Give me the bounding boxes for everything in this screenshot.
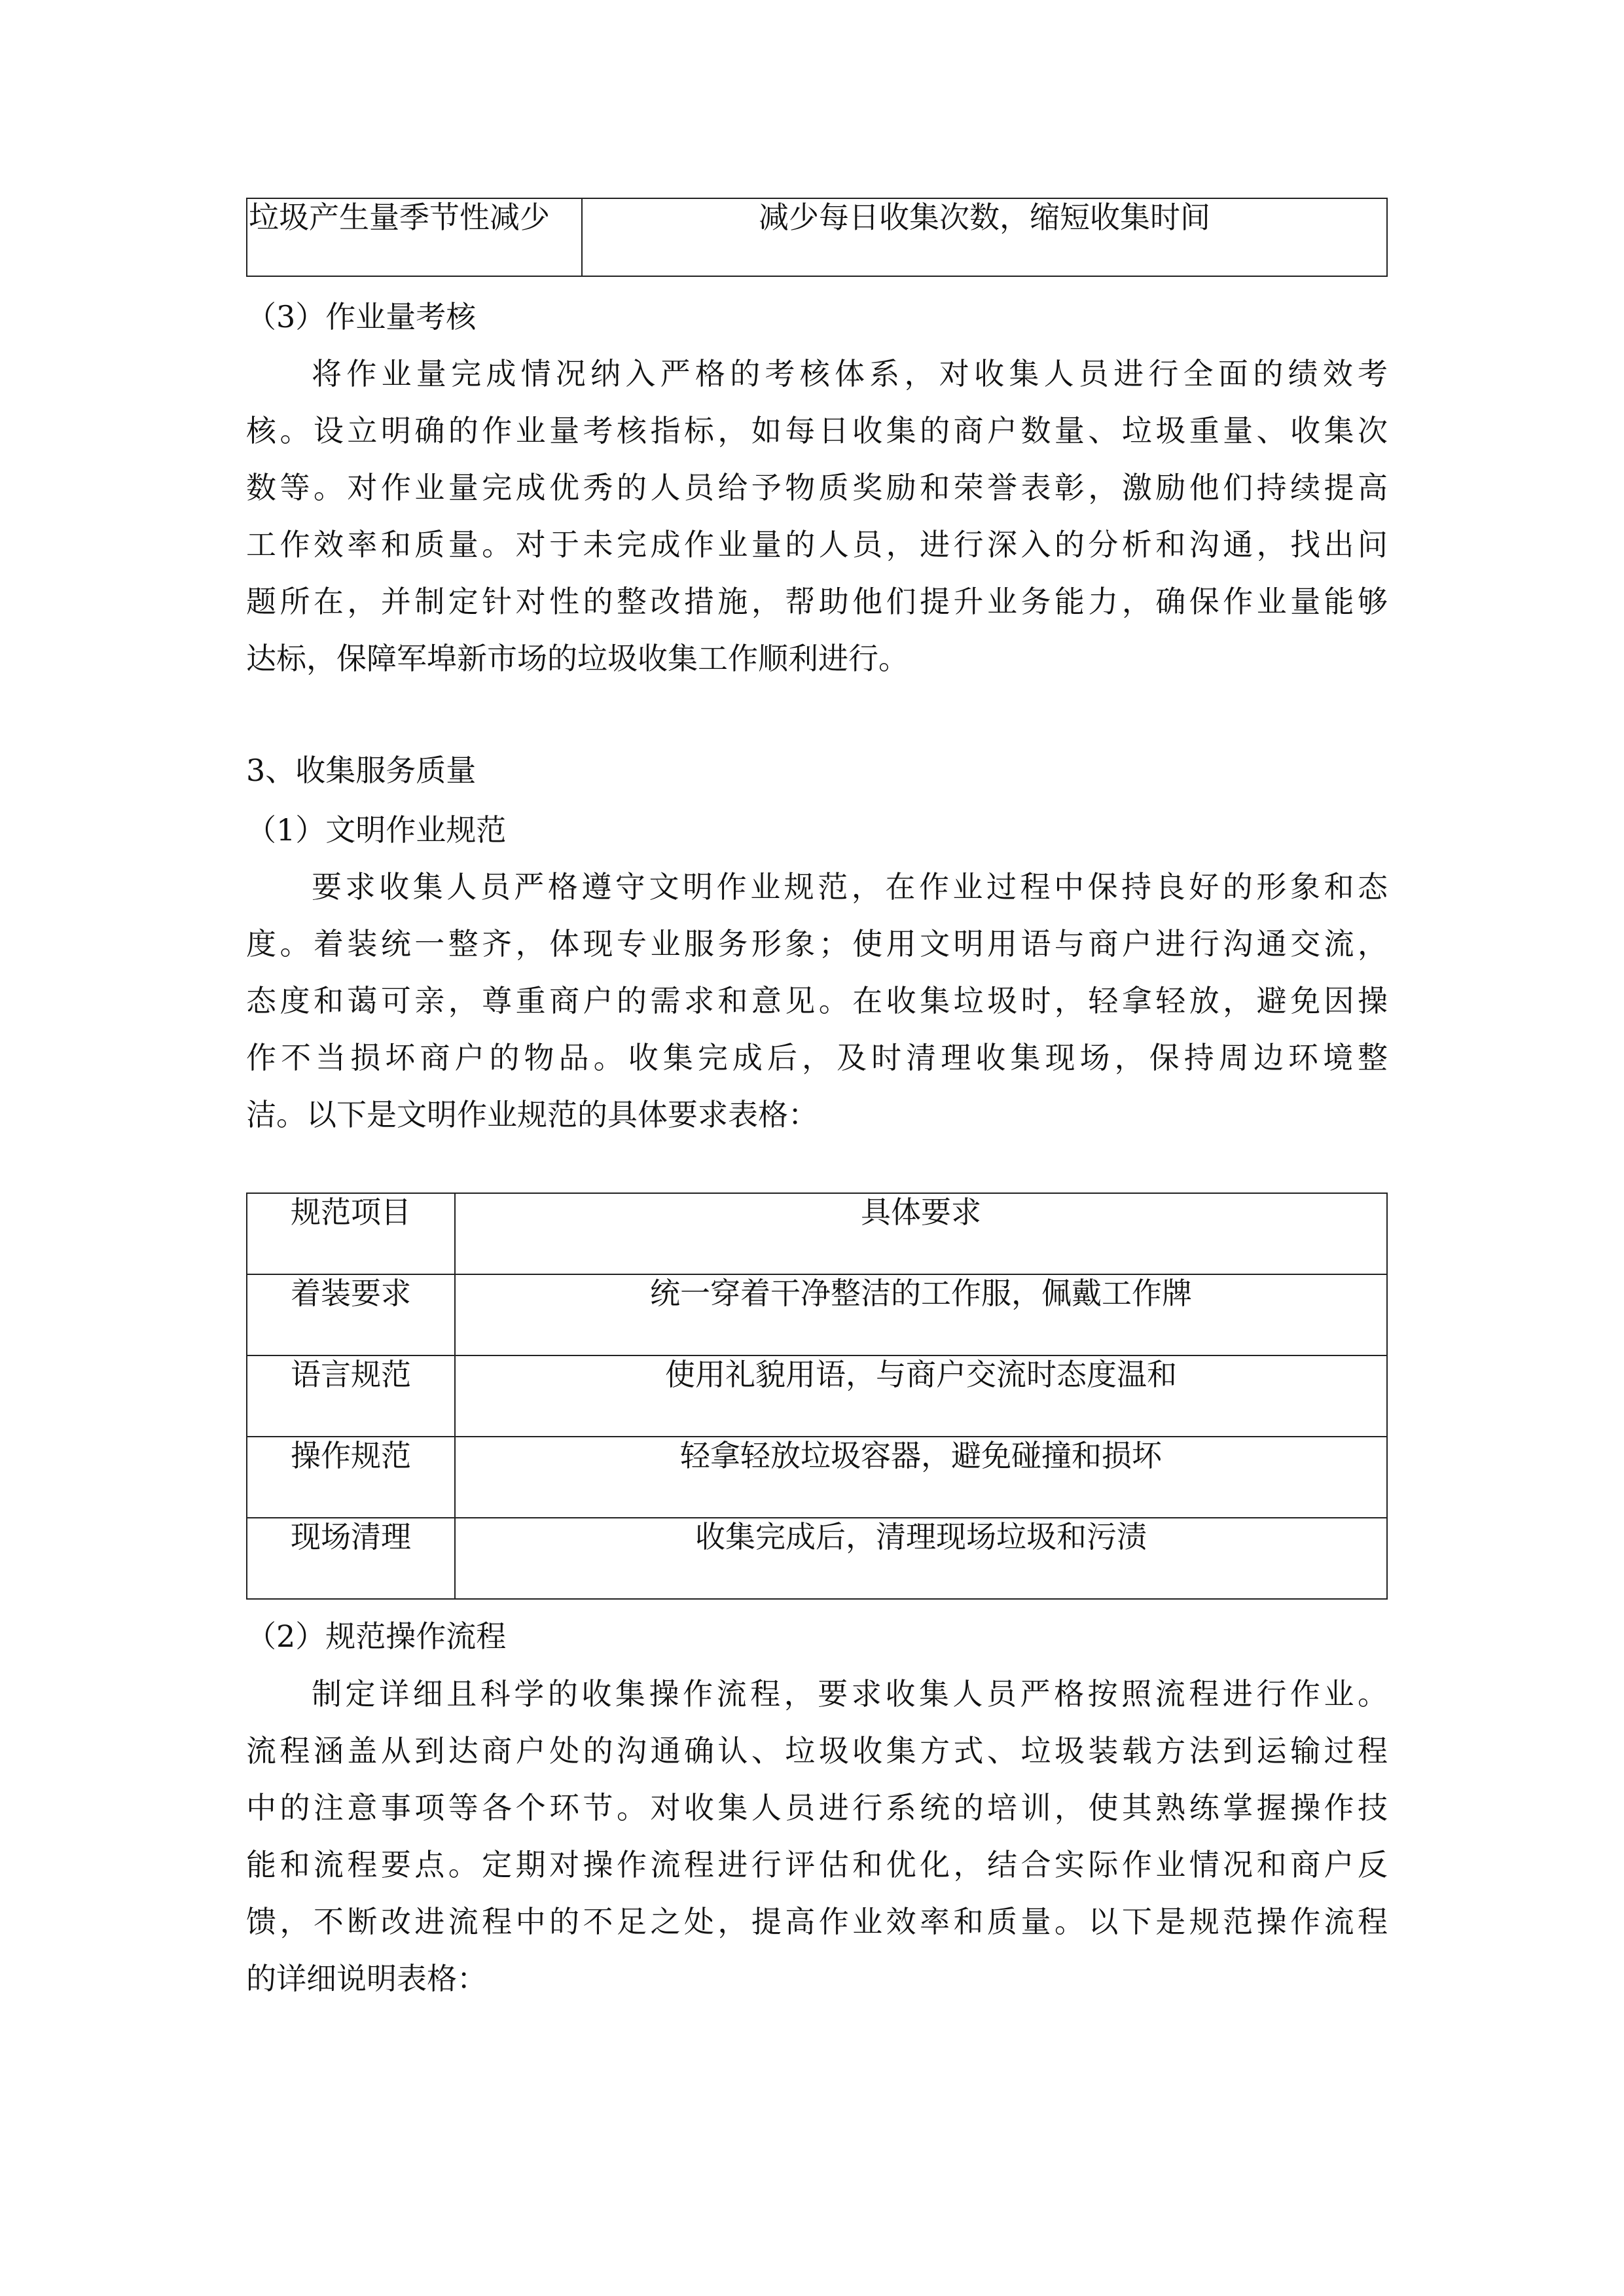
seasonal-adjustment-table — [246, 198, 1388, 277]
table-cell-requirement: 统一穿着干净整洁的工作服，佩戴工作牌 — [455, 1274, 1387, 1355]
table-header-row — [247, 1193, 1387, 1274]
paragraph-line: 度。着装统一整齐，体现专业服务形象；使用文明用语与商户进行沟通交流， — [246, 926, 1388, 961]
paragraph-line: 将作业量完成情况纳入严格的考核体系，对收集人员进行全面的绩效考 — [312, 356, 1388, 391]
paragraph-line: 能和流程要点。定期对操作流程进行评估和优化，结合实际作业情况和商户反 — [246, 1847, 1388, 1882]
heading-service-quality: 3、收集服务质量 — [246, 753, 477, 788]
table-cell-requirement: 轻拿轻放垃圾容器，避免碰撞和损坏 — [455, 1437, 1387, 1518]
table-cell-requirement: 收集完成后，清理现场垃圾和污渍 — [455, 1518, 1387, 1599]
paragraph-line: 达标，保障军埠新市场的垃圾收集工作顺利进行。 — [246, 641, 909, 676]
paragraph-line: 工作效率和质量。对于未完成作业量的人员，进行深入的分析和沟通，找出问 — [246, 527, 1388, 562]
table-header-item: 规范项目 — [247, 1193, 455, 1274]
heading-workload-assessment: （3）作业量考核 — [246, 299, 477, 334]
paragraph-line: 中的注意事项等各个环节。对收集人员进行系统的培训，使其熟练掌握操作技 — [246, 1790, 1388, 1825]
table-cell-item: 着装要求 — [247, 1274, 455, 1355]
table-cell-measure: 减少每日收集次数，缩短收集时间 — [582, 198, 1387, 276]
paragraph-line: 洁。以下是文明作业规范的具体要求表格： — [246, 1097, 818, 1132]
paragraph-line: 要求收集人员严格遵守文明作业规范，在作业过程中保持良好的形象和态 — [312, 869, 1388, 905]
table-row — [247, 1437, 1387, 1518]
table-cell-item: 操作规范 — [247, 1437, 455, 1518]
paragraph-line: 的详细说明表格： — [246, 1961, 487, 1996]
paragraph-line: 流程涵盖从到达商户处的沟通确认、垃圾收集方式、垃圾装载方法到运输过程 — [246, 1733, 1388, 1768]
table-cell-requirement: 使用礼貌用语，与商户交流时态度温和 — [455, 1355, 1387, 1437]
table-row — [247, 1355, 1387, 1437]
civilized-norms-table — [246, 1193, 1388, 1600]
table-cell-item: 语言规范 — [247, 1355, 455, 1437]
paragraph-line: 数等。对作业量完成优秀的人员给予物质奖励和荣誉表彰，激励他们持续提高 — [246, 470, 1388, 505]
paragraph-line: 核。设立明确的作业量考核指标，如每日收集的商户数量、垃圾重量、收集次 — [246, 413, 1388, 448]
table-row — [247, 1518, 1387, 1599]
paragraph-line: 馈，不断改进流程中的不足之处，提高作业效率和质量。以下是规范操作流程 — [246, 1904, 1388, 1939]
paragraph-line: 题所在，并制定针对性的整改措施，帮助他们提升业务能力，确保作业量能够 — [246, 584, 1388, 619]
table-header-requirement: 具体要求 — [455, 1193, 1387, 1274]
heading-civilized-operation: （1）文明作业规范 — [246, 812, 507, 848]
paragraph-line: 制定详细且科学的收集操作流程，要求收集人员严格按照流程进行作业。 — [312, 1676, 1388, 1712]
table-row — [247, 198, 1387, 276]
table-row — [247, 1274, 1387, 1355]
table-cell-condition: 垃圾产生量季节性减少 — [247, 198, 582, 276]
table-cell-item: 现场清理 — [247, 1518, 455, 1599]
heading-standard-procedure: （2）规范操作流程 — [246, 1619, 507, 1654]
paragraph-line: 作不当损坏商户的物品。收集完成后，及时清理收集现场，保持周边环境整 — [246, 1040, 1388, 1075]
paragraph-line: 态度和蔼可亲，尊重商户的需求和意见。在收集垃圾时，轻拿轻放，避免因操 — [246, 983, 1388, 1018]
